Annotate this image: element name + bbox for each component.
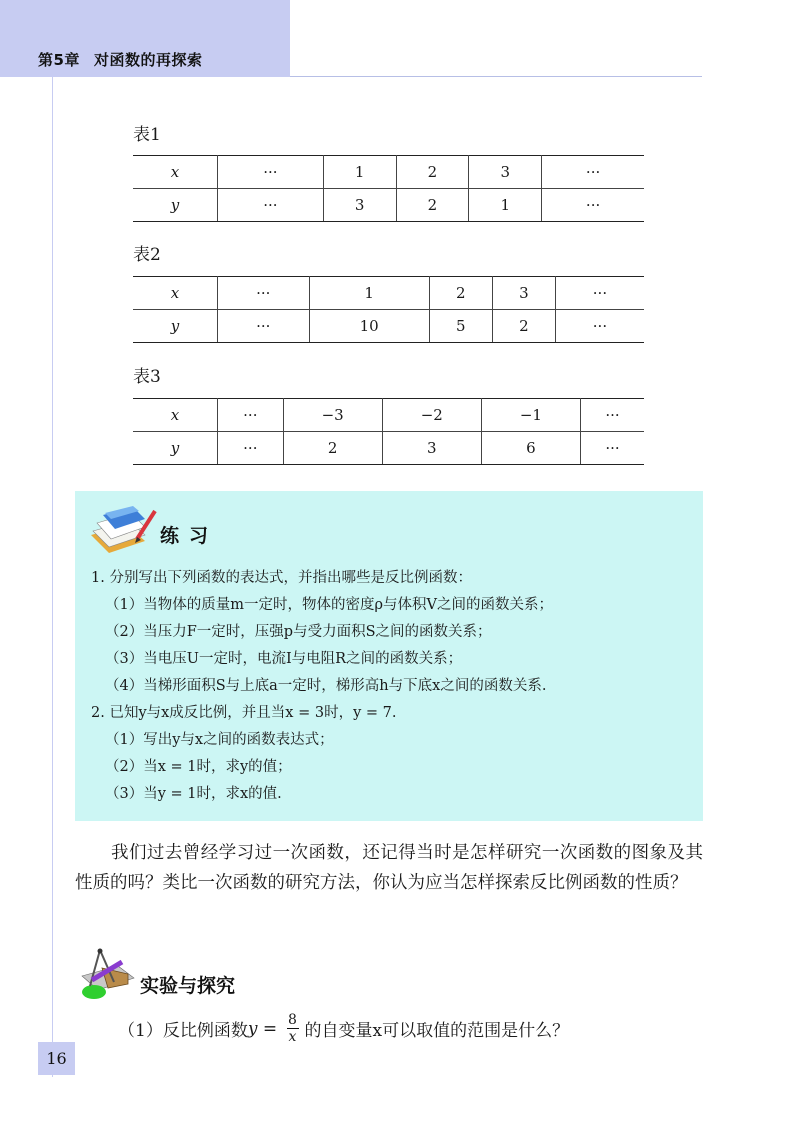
- exercise-subquestion: （1）当物体的质量m一定时，物体的密度ρ与体积V之间的函数关系；: [105, 597, 553, 613]
- page-number-box: [38, 1042, 75, 1075]
- fraction-numerator: 8: [288, 1012, 297, 1028]
- table-cell: −2: [382, 399, 481, 432]
- question-prefix: （1）反比例函数: [118, 1021, 248, 1041]
- page-number: 16: [46, 1049, 67, 1068]
- chapter-number: 第5章: [38, 51, 80, 69]
- table-cell: 1: [309, 277, 429, 310]
- experiment-title: 实验与探究: [140, 975, 236, 997]
- table-cell: 1: [469, 189, 542, 222]
- exercise-subquestion: （3）当y = 1时，求x的值.: [105, 786, 282, 802]
- table-cell: 2: [283, 432, 382, 465]
- table-cell: 2: [492, 310, 555, 343]
- table-cell: ···: [218, 156, 324, 189]
- table-cell: ···: [218, 399, 284, 432]
- table-cell: 3: [323, 189, 396, 222]
- table-cell: ···: [218, 432, 284, 465]
- table-cell: 3: [382, 432, 481, 465]
- table-cell: 3: [492, 277, 555, 310]
- table-row: [133, 156, 644, 189]
- row-label: y: [133, 432, 218, 465]
- table-cell: ···: [218, 189, 324, 222]
- exercise-subquestion: （2）当x = 1时，求y的值；: [105, 759, 292, 775]
- table-cell: 2: [396, 156, 469, 189]
- question-suffix: 的自变量x可以取值的范围是什么？: [304, 1021, 570, 1041]
- table-cell: 6: [481, 432, 580, 465]
- fraction-denominator: x: [288, 1029, 297, 1045]
- margin-rule: [52, 77, 53, 1077]
- table-cell: ···: [218, 277, 310, 310]
- table-2-caption: 表2: [133, 245, 161, 265]
- table-cell: ···: [555, 277, 644, 310]
- table-cell: 2: [429, 277, 492, 310]
- table-cell: ···: [542, 156, 644, 189]
- exercise-box: [75, 491, 703, 821]
- fraction: [287, 1012, 299, 1045]
- table-1: [133, 155, 644, 222]
- row-label: y: [133, 189, 218, 222]
- table-1-caption: 表1: [133, 125, 161, 145]
- geometry-tools-icon: [78, 948, 136, 1002]
- equals-sign: =: [257, 1018, 283, 1039]
- table-cell: ···: [555, 310, 644, 343]
- exercise-subquestion: （4）当梯形面积S与上底a一定时，梯形高h与下底x之间的函数关系.: [105, 678, 547, 694]
- table-3-caption: 表3: [133, 367, 161, 387]
- row-label: x: [133, 156, 218, 189]
- table-row: [133, 432, 644, 465]
- chapter-header: [38, 49, 202, 70]
- exercise-question: 1. 分别写出下列函数的表达式，并指出哪些是反比例函数：: [91, 570, 472, 586]
- header-divider: [290, 76, 702, 77]
- notebook-pencil-icon: [87, 503, 157, 555]
- chapter-title: 对函数的再探索: [93, 51, 203, 69]
- table-3: [133, 398, 644, 465]
- table-cell: 1: [323, 156, 396, 189]
- table-2: [133, 276, 644, 343]
- table-cell: 2: [396, 189, 469, 222]
- table-cell: −1: [481, 399, 580, 432]
- table-cell: 5: [429, 310, 492, 343]
- table-cell: 10: [309, 310, 429, 343]
- table-cell: ···: [542, 189, 644, 222]
- table-cell: ···: [580, 432, 644, 465]
- exercise-subquestion: （1）写出y与x之间的函数表达式；: [105, 732, 334, 748]
- exercise-subquestion: （2）当压力F一定时，压强p与受力面积S之间的函数关系；: [105, 624, 492, 640]
- row-label: x: [133, 277, 218, 310]
- table-cell: −3: [283, 399, 382, 432]
- table-cell: ···: [580, 399, 644, 432]
- table-cell: ···: [218, 310, 310, 343]
- table-row: [133, 277, 644, 310]
- table-row: [133, 310, 644, 343]
- exercise-question: 2. 已知y与x成反比例，并且当x = 3时，y = 7.: [91, 705, 397, 721]
- table-row: [133, 399, 644, 432]
- table-cell: 3: [469, 156, 542, 189]
- table-row: [133, 189, 644, 222]
- function-variable: y: [247, 1018, 258, 1039]
- exercise-title: 练习: [160, 525, 219, 547]
- exercise-subquestion: （3）当电压U一定时，电流I与电阻R之间的函数关系；: [105, 651, 463, 667]
- row-label: x: [133, 399, 218, 432]
- experiment-question-1: [118, 1012, 569, 1045]
- row-label: y: [133, 310, 218, 343]
- body-paragraph: 我们过去曾经学习过一次函数，还记得当时是怎样研究一次函数的图象及其性质的吗？类比一次函数的研究方法，你认为应当怎样探索反比例函数的性质？: [75, 843, 703, 893]
